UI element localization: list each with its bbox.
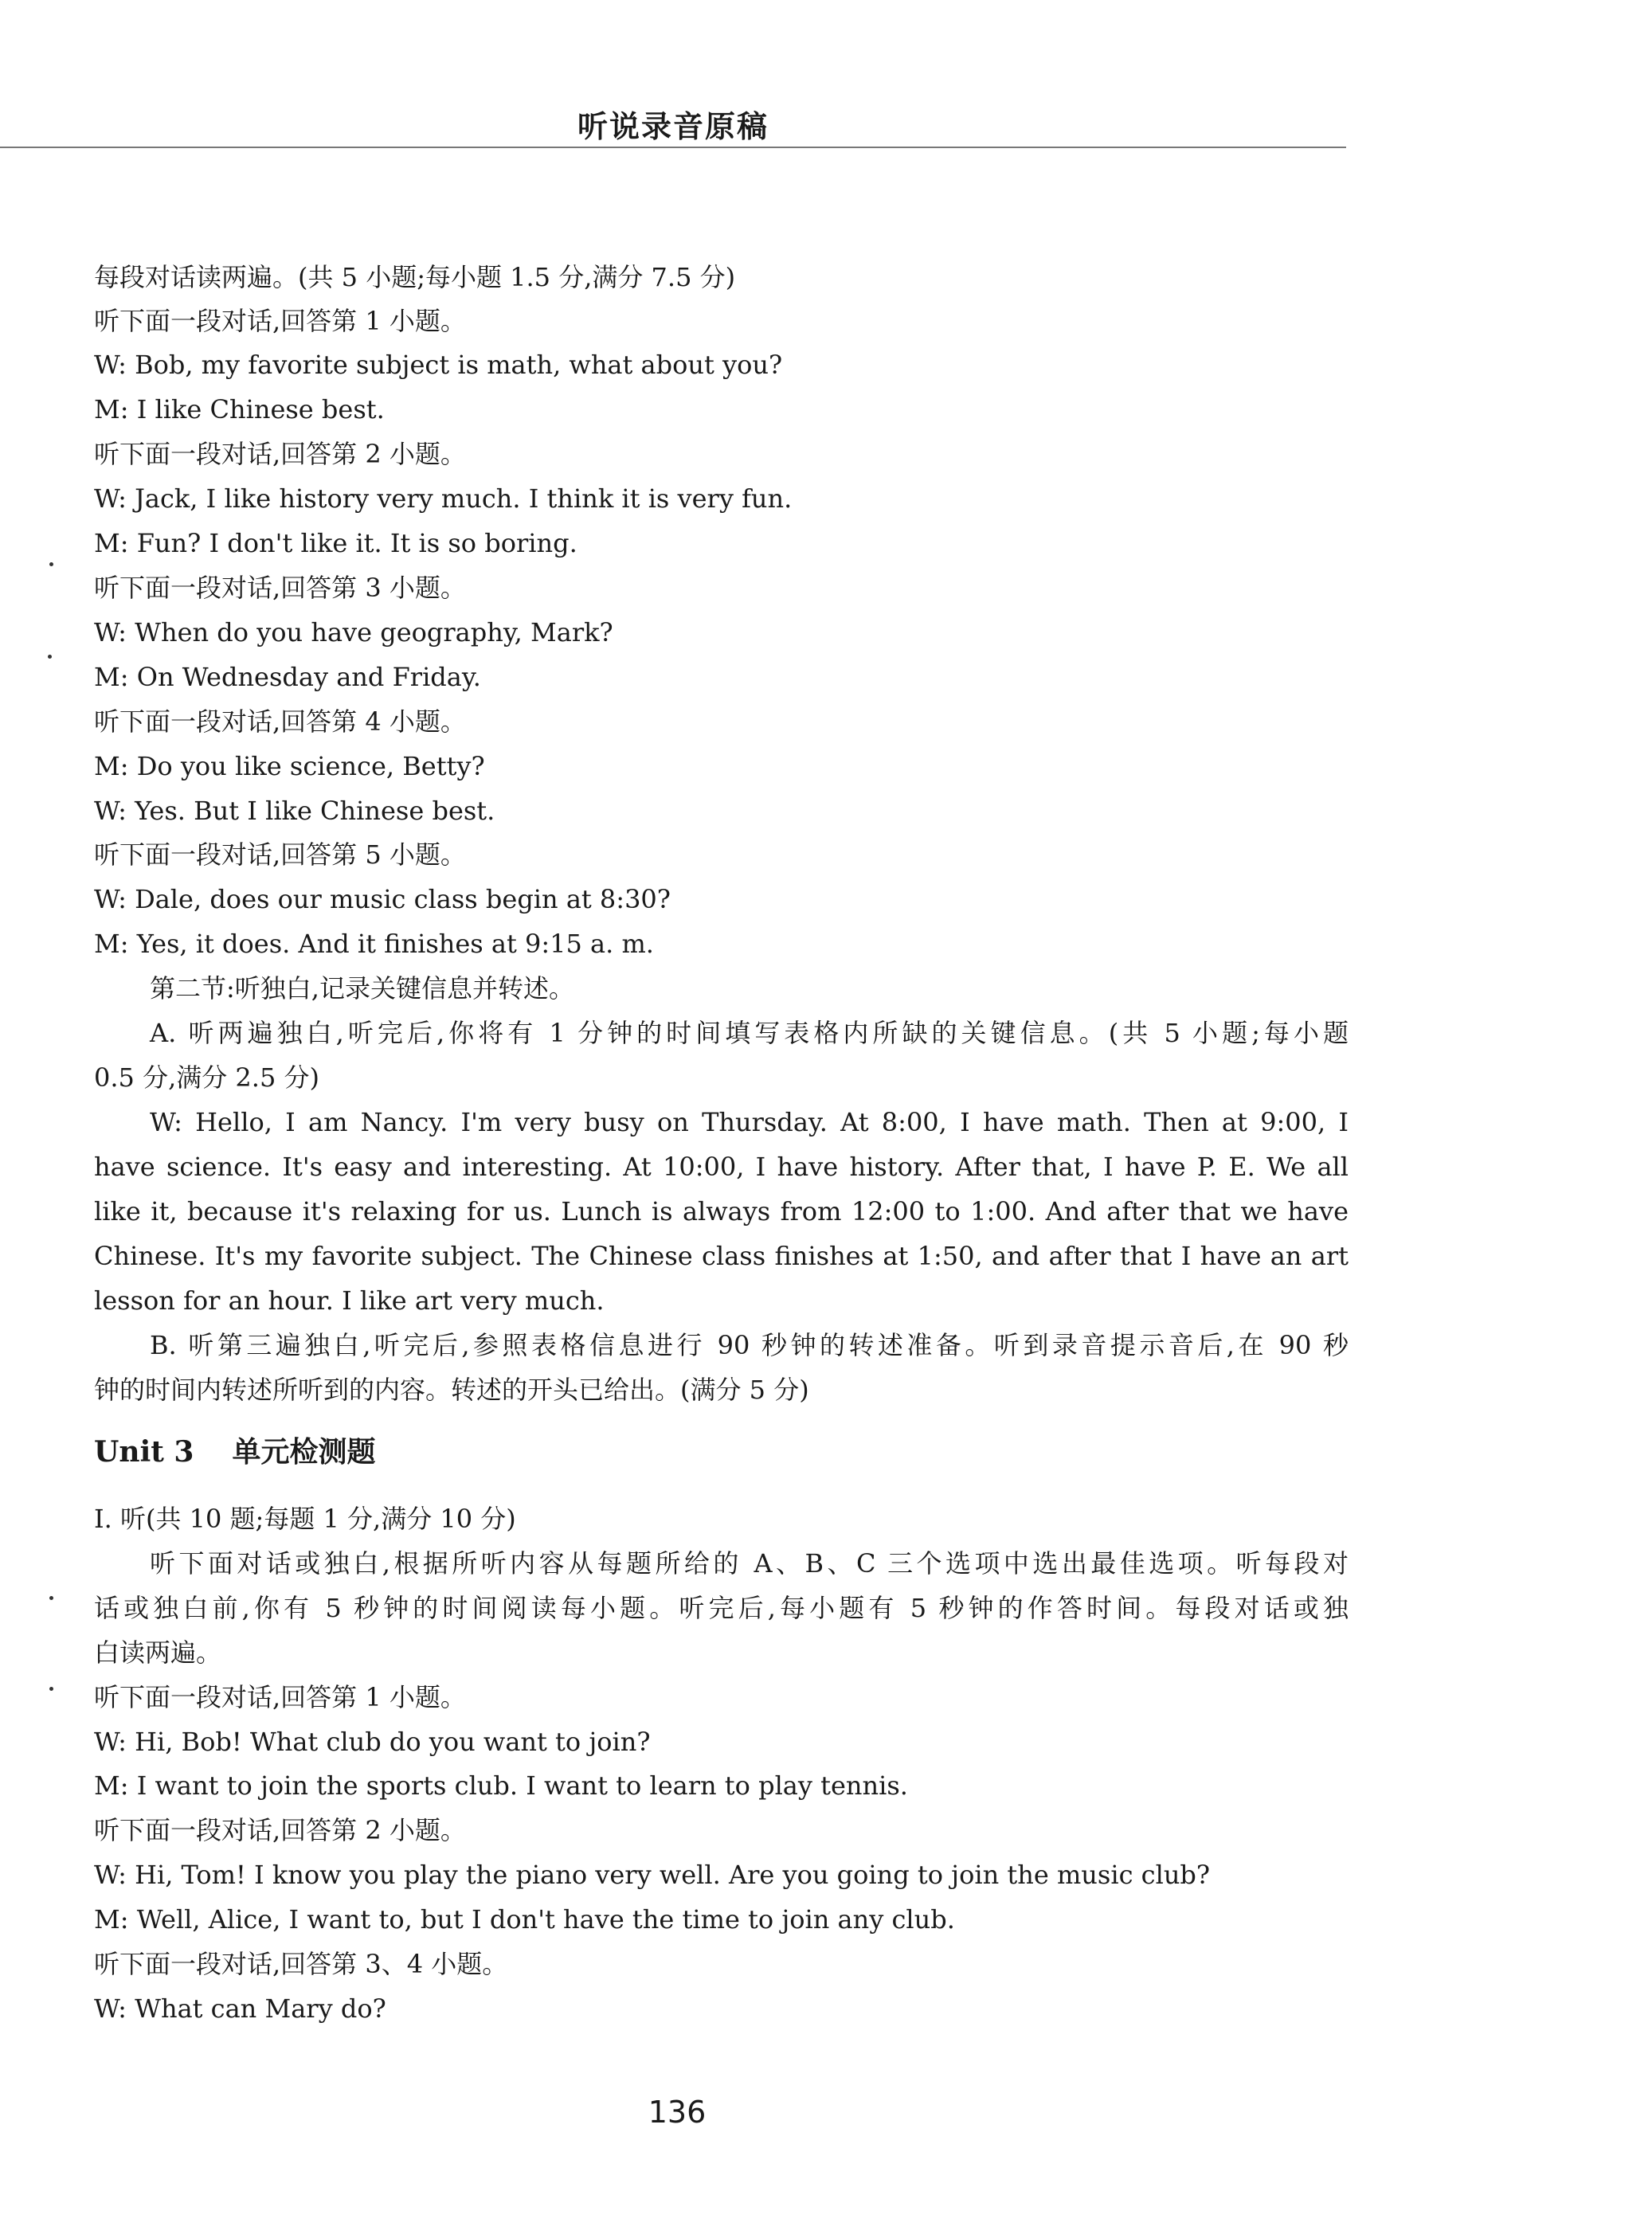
part1-intro2-wrap: [94, 1592, 1349, 1624]
instruction-b-wrap: [150, 1329, 1349, 1361]
text-line: 听下面一段对话,回答第 3 小题。: [94, 573, 466, 603]
dialogue-line: W: What can Mary do?: [94, 1993, 386, 2024]
text-line: 听下面一段对话,回答第 5 小题。: [94, 839, 466, 870]
monologue-line3-wrap: [94, 1195, 1349, 1227]
text-line: 听下面一段对话,回答第 2 小题。: [94, 439, 466, 469]
monologue-line2: have science. It's easy and interesting. At 10:00, I have history. After that, I have P. E. We all: [94, 1152, 1349, 1182]
instruction-a-line1: A. 听两遍独白,听完后,你将有 1 分钟的时间填写表格内所缺的关键信息。(共 5 小题;每小题: [150, 1018, 1349, 1048]
dialogue-line: W: Bob, my favorite subject is math, what about you?: [94, 350, 783, 380]
part1-intro-line1: 听下面对话或独白,根据所听内容从每题所给的 A、B、C 三个选项中选出最佳选项。听每段对: [150, 1548, 1349, 1579]
monologue-line4-wrap: [94, 1240, 1349, 1272]
text-line: 听下面一段对话,回答第 3、4 小题。: [94, 1949, 508, 1979]
text-line: 听下面一段对话,回答第 1 小题。: [94, 306, 466, 336]
part1-intro-line2: 话或独白前,你有 5 秒钟的时间阅读每小题。听完后,每小题有 5 秒钟的作答时间。每段对话或独: [94, 1593, 1349, 1623]
scan-speck: [49, 1687, 53, 1691]
instruction-b-line2: 钟的时间内转述所听到的内容。转述的开头已给出。(满分 5 分): [94, 1375, 809, 1405]
part1-intro-line3: 白读两遍。: [94, 1637, 222, 1668]
scan-speck: [49, 1596, 53, 1600]
dialogue-line: M: Fun? I don't like it. It is so boring.: [94, 528, 577, 558]
dialogue-line: M: I like Chinese best.: [94, 394, 385, 424]
monologue-line5: lesson for an hour. I like art very much.: [94, 1285, 605, 1316]
dialogue-line: M: Yes, it does. And it finishes at 9:15 a. m.: [94, 929, 654, 959]
page-number: 136: [648, 2095, 707, 2130]
text-line: 每段对话读两遍。(共 5 小题;每小题 1.5 分,满分 7.5 分): [94, 262, 736, 292]
dialogue-line: W: Hi, Bob! What club do you want to join?: [94, 1727, 651, 1757]
text-line: 听下面一段对话,回答第 2 小题。: [94, 1815, 466, 1845]
dialogue-line: M: On Wednesday and Friday.: [94, 662, 481, 692]
dialogue-line: W: Jack, I like history very much. I think it is very fun.: [94, 483, 793, 514]
section-title: 第二节:听独白,记录关键信息并转述。: [150, 973, 574, 1003]
part1-heading: Ⅰ. 听(共 10 题;每题 1 分,满分 10 分): [94, 1504, 516, 1534]
monologue-line2-wrap: [94, 1151, 1349, 1183]
text-line: 听下面一段对话,回答第 4 小题。: [94, 706, 466, 737]
unit-heading: [94, 1430, 375, 1470]
dialogue-line: W: Dale, does our music class begin at 8:30?: [94, 884, 671, 914]
dialogue-line: W: When do you have geography, Mark?: [94, 617, 613, 647]
dialogue-line: M: Well, Alice, I want to, but I don't have the time to join any club.: [94, 1904, 955, 1935]
header-divider: [0, 147, 1346, 148]
instruction-a-line2: 0.5 分,满分 2.5 分): [94, 1062, 319, 1093]
text-line: 听下面一段对话,回答第 1 小题。: [94, 1682, 466, 1712]
dialogue-line: M: I want to join the sports club. I want to learn to play tennis.: [94, 1770, 908, 1801]
scan-speck: [48, 655, 52, 659]
monologue-line4: Chinese. It's my favorite subject. The Chinese class finishes at 1:50, and after that I have an art: [94, 1241, 1349, 1271]
instruction-a: [150, 1017, 1349, 1049]
unit-label: Unit 3: [94, 1435, 194, 1469]
part1-intro-wrap: [150, 1547, 1349, 1579]
dialogue-line: M: Do you like science, Betty?: [94, 751, 485, 781]
page-header-title: 听说录音原稿: [577, 109, 769, 144]
monologue-line1: W: Hello, I am Nancy. I'm very busy on Thursday. At 8:00, I have math. Then at 9:00, I: [150, 1107, 1349, 1137]
monologue-line3: like it, because it's relaxing for us. Lunch is always from 12:00 to 1:00. And after that we have: [94, 1196, 1349, 1226]
scan-speck: [49, 562, 53, 566]
instruction-b-line1: B. 听第三遍独白,听完后,参照表格信息进行 90 秒钟的转述准备。听到录音提示音后,在 90 秒: [150, 1330, 1349, 1360]
monologue-line1-wrap: [150, 1106, 1349, 1138]
dialogue-line: W: Hi, Tom! I know you play the piano very well. Are you going to join the music club?: [94, 1860, 1211, 1890]
dialogue-line: W: Yes. But I like Chinese best.: [94, 796, 495, 826]
unit-title: 单元检测题: [232, 1436, 376, 1469]
